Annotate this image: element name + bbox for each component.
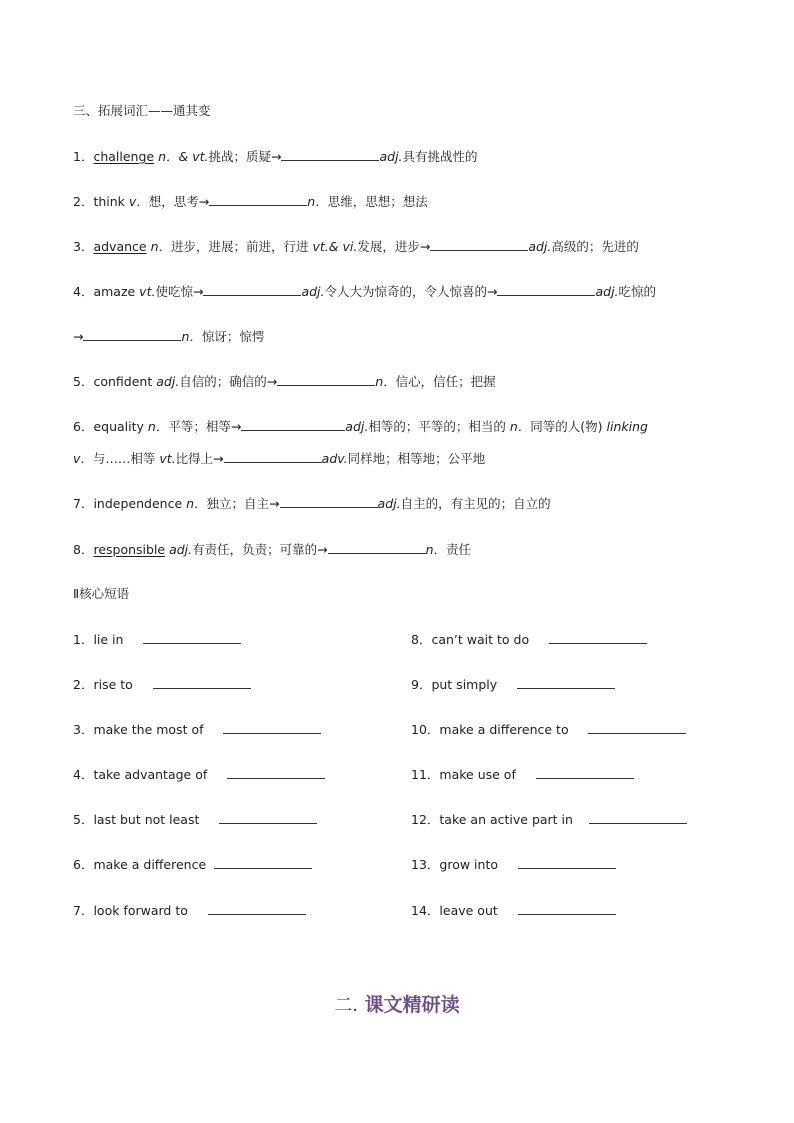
- vocab-item-8: [73, 541, 471, 558]
- phrase-text: make use of: [439, 767, 516, 782]
- part-of-speech: v．: [124, 194, 149, 209]
- answer-blank[interactable]: [328, 541, 426, 554]
- phrase-item-13: [411, 856, 616, 873]
- vocab-item-5: [73, 373, 496, 390]
- answer-blank[interactable]: [430, 238, 528, 251]
- answer-blank[interactable]: [589, 811, 687, 824]
- item-number: 3．: [73, 722, 94, 737]
- phrase-text: make a difference to: [439, 722, 569, 737]
- answer-blank[interactable]: [203, 283, 301, 296]
- definition: 同等的人(物): [530, 419, 607, 434]
- phrase-item-11: [411, 766, 634, 783]
- phrase-item-9: [411, 676, 615, 693]
- item-number: 7．: [73, 903, 94, 918]
- phrase-text: take advantage of: [93, 767, 208, 782]
- phrase-text: can’t wait to do: [431, 632, 530, 647]
- vocab-word: think: [93, 194, 125, 209]
- phrase-text: grow into: [439, 857, 498, 872]
- vocab-item-3: [73, 238, 639, 255]
- answer-blank[interactable]: [497, 283, 595, 296]
- phrase-item-10: [411, 721, 686, 738]
- vocab-item-4-continued: [73, 328, 264, 345]
- part-of-speech: n．: [182, 496, 207, 511]
- part-of-speech: vt.& vi.: [312, 239, 358, 254]
- definition: 与……相等: [92, 451, 160, 466]
- item-number: 1．: [73, 149, 94, 164]
- answer-blank[interactable]: [280, 495, 378, 508]
- definition: 进步，进展；前进，行进: [171, 239, 313, 254]
- vocab-word: linking: [606, 419, 648, 434]
- item-number: 2．: [73, 194, 94, 209]
- definition: 吃惊的: [618, 284, 657, 299]
- answer-blank[interactable]: [227, 766, 325, 779]
- part-of-speech: adj.: [528, 239, 552, 254]
- answer-blank[interactable]: [536, 766, 634, 779]
- item-number: 9．: [411, 677, 432, 692]
- answer-blank[interactable]: [143, 631, 241, 644]
- item-number: 1．: [73, 632, 94, 647]
- vocab-item-1: [73, 148, 478, 165]
- definition: 高级的；先进的: [551, 239, 639, 254]
- part-of-speech: v．: [73, 451, 93, 466]
- vocab-word: confident: [93, 374, 153, 389]
- phrase-item-6: [73, 856, 312, 873]
- part-of-speech: vt.: [135, 284, 156, 299]
- section-number: 二.: [334, 995, 359, 1016]
- part-of-speech: adj.: [345, 419, 369, 434]
- definition: 挑战；质疑→: [208, 149, 282, 164]
- part-of-speech: n．: [425, 542, 447, 557]
- answer-blank[interactable]: [224, 450, 322, 463]
- section-title-core-phrases: Ⅱ核心短语: [73, 586, 130, 601]
- item-number: 12．: [411, 812, 440, 827]
- definition: 惊讶；惊愕: [201, 329, 265, 344]
- definition: 比得上→: [175, 451, 224, 466]
- part-of-speech: n．: [181, 329, 202, 344]
- phrase-text: take an active part in: [439, 812, 573, 827]
- item-number: 11．: [411, 767, 440, 782]
- item-number: 4．: [73, 284, 94, 299]
- section-title-vocab: 三、拓展词汇——通其变: [73, 103, 211, 118]
- answer-blank[interactable]: [208, 902, 306, 915]
- part-of-speech: n．: [375, 374, 396, 389]
- vocab-word: advance: [93, 239, 147, 254]
- definition: 同样地；相等地；公平地: [347, 451, 486, 466]
- phrase-item-1: [73, 631, 241, 648]
- phrase-text: look forward to: [93, 903, 188, 918]
- definition: 具有挑战性的: [402, 149, 478, 164]
- phrase-text: last but not least: [93, 812, 200, 827]
- part-of-speech: n．: [509, 419, 531, 434]
- definition: 想，思考→: [148, 194, 210, 209]
- vocab-word: responsible: [93, 542, 166, 557]
- phrase-text: rise to: [93, 677, 133, 692]
- answer-blank[interactable]: [241, 418, 345, 431]
- definition: 自信的；确信的→: [179, 374, 278, 389]
- item-number: 8．: [73, 542, 94, 557]
- definition: 独立；自主→: [206, 496, 280, 511]
- part-of-speech: adj.: [379, 149, 403, 164]
- part-of-speech: adj.: [301, 284, 325, 299]
- item-number: 4．: [73, 767, 94, 782]
- item-number: 2．: [73, 677, 94, 692]
- answer-blank[interactable]: [588, 721, 686, 734]
- answer-blank[interactable]: [223, 721, 321, 734]
- phrase-text: leave out: [439, 903, 498, 918]
- part-of-speech: n．: [143, 419, 169, 434]
- vocab-word: amaze: [93, 284, 136, 299]
- phrase-item-12: [411, 811, 687, 828]
- definition: 相等的；平等的；相当的: [368, 419, 510, 434]
- vocab-item-6-continued: [73, 450, 485, 467]
- part-of-speech: adj.: [152, 374, 180, 389]
- vocab-word: independence: [93, 496, 183, 511]
- answer-blank[interactable]: [517, 676, 615, 689]
- answer-blank[interactable]: [83, 328, 181, 341]
- phrase-text: make a difference: [93, 857, 207, 872]
- phrase-item-3: [73, 721, 321, 738]
- part-of-speech: n．: [146, 239, 171, 254]
- phrase-item-8: [411, 631, 647, 648]
- vocab-item-2: [73, 193, 428, 210]
- vocab-word: challenge: [93, 149, 155, 164]
- answer-blank[interactable]: [153, 676, 251, 689]
- definition: 令人大为惊奇的，令人惊喜的→: [324, 284, 498, 299]
- section-heading: 课文精研读: [364, 994, 460, 1016]
- phrase-item-2: [73, 676, 251, 693]
- part-of-speech: adj.: [595, 284, 619, 299]
- phrase-item-4: [73, 766, 325, 783]
- definition: 自主的，有主见的；自立的: [400, 496, 551, 511]
- item-number: 3．: [73, 239, 94, 254]
- answer-blank[interactable]: [209, 193, 307, 206]
- item-number: 5．: [73, 374, 94, 389]
- item-number: 6．: [73, 857, 94, 872]
- definition: 信心，信任；把握: [395, 374, 496, 389]
- vocab-item-7: [73, 495, 551, 512]
- definition: 有责任，负责；可靠的→: [192, 542, 328, 557]
- answer-blank[interactable]: [518, 856, 616, 869]
- answer-blank[interactable]: [549, 631, 647, 644]
- item-number: 7．: [73, 496, 94, 511]
- vocab-word: equality: [93, 419, 144, 434]
- part-of-speech: n．& vt.: [154, 149, 209, 164]
- part-of-speech: adj.: [165, 542, 193, 557]
- arrow: →: [73, 329, 84, 344]
- phrase-item-7: [73, 902, 306, 919]
- part-of-speech: adv.: [321, 451, 348, 466]
- phrase-text: lie in: [93, 632, 124, 647]
- phrase-item-5: [73, 811, 317, 828]
- phrase-text: put simply: [431, 677, 498, 692]
- vocab-item-6: [73, 418, 648, 435]
- item-number: 10．: [411, 722, 440, 737]
- answer-blank[interactable]: [219, 811, 317, 824]
- section-title-text-study: [0, 992, 794, 1019]
- item-number: 6．: [73, 419, 94, 434]
- definition: 责任: [446, 542, 472, 557]
- answer-blank[interactable]: [277, 373, 375, 386]
- item-number: 8．: [411, 632, 432, 647]
- answer-blank[interactable]: [281, 148, 379, 161]
- definition: 思维，思想；想法: [327, 194, 428, 209]
- definition: 平等；相等→: [168, 419, 242, 434]
- answer-blank[interactable]: [518, 902, 616, 915]
- item-number: 13．: [411, 857, 440, 872]
- definition: 发展，进步→: [357, 239, 431, 254]
- vocab-item-4: [73, 283, 656, 300]
- part-of-speech: n．: [307, 194, 328, 209]
- item-number: 14．: [411, 903, 440, 918]
- part-of-speech: vt.: [159, 451, 176, 466]
- part-of-speech: adj.: [377, 496, 401, 511]
- definition: 使吃惊→: [155, 284, 204, 299]
- answer-blank[interactable]: [214, 856, 312, 869]
- phrase-item-14: [411, 902, 616, 919]
- item-number: 5．: [73, 812, 94, 827]
- phrase-text: make the most of: [93, 722, 204, 737]
